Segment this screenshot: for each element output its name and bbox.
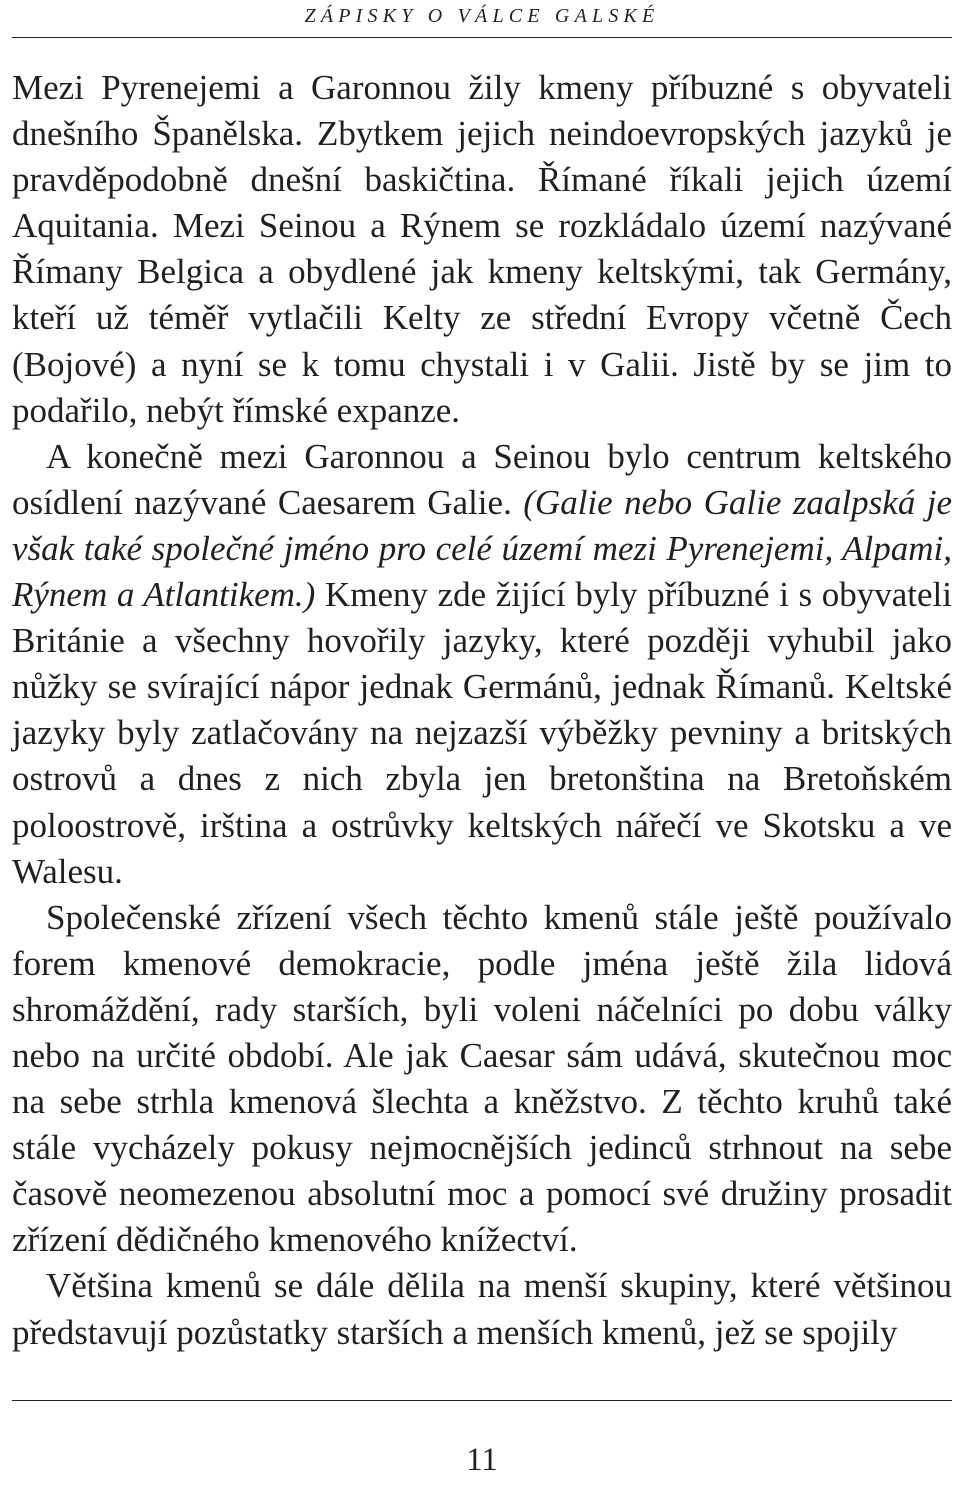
paragraph-4-text: Většina kmenů se dále dělila na menší skupiny, které většinou představují pozůstatky starších a menších kmenů, jež se spojily xyxy=(12,1266,952,1352)
paragraph-2-italic-aside: (Galie nebo Galie zaalpská je však také společné jméno pro celé území mezi Pyrenejemi, Alpami, Rýnem a Atlantikem.) xyxy=(12,482,953,615)
paragraph-3 xyxy=(12,895,952,1264)
footer-rule xyxy=(12,1400,952,1401)
paragraph-2-text-start: A konečně mezi Garonnou a Seinou bylo centrum keltského osídlení nazývané Caesarem Galie. xyxy=(12,436,952,522)
paragraph-2 xyxy=(12,434,952,895)
book-page xyxy=(12,0,952,1486)
paragraph-4 xyxy=(12,1263,952,1355)
paragraph-1 xyxy=(12,65,952,434)
paragraph-2-text-end: Kmeny zde žijící byly příbuzné i s obyvateli Británie a všechny hovořily jazyky, které později vyhubil jako nůžky se svírající nápor jednak Germánů, jednak Římanů. Keltské jazyky byly zatlačovány na nejzazší výběžky pevniny a britských ostrovů a dnes z nich zbyla jen bretonština na Bretoňském poloostrově, irština a ostrůvky keltských nářečí ve Skotsku a ve Walesu. xyxy=(12,575,952,891)
paragraph-1-text: Mezi Pyrenejemi a Garonnou žily kmeny příbuzné s obyvateli dnešního Španělska. Zbytkem jejich neindoevropských jazyků je pravděpodobně dnešní baskičtina. Římané říkali jejich území Aquitania. Mezi Seinou a Rýnem se rozkládalo území nazývané Římany Belgica a obydlené jak kmeny keltskými, tak Germány, kteří už téměř vytlačili Kelty ze střední Evropy včetně Čech (Bojové) a nyní se k tomu chystali i v Galii. Jistě by se jim to podařilo, nebýt římské expanze. xyxy=(12,68,952,430)
paragraph-3-text: Společenské zřízení všech těchto kmenů stále ještě používalo forem kmenové demokracie, podle jména ještě žila lidová shromáždění, rady starších, byli voleni náčelníci po dobu války nebo na určité období. Ale jak Caesar sám udává, skutečnou moc na sebe strhla kmenová šlechta a kněžstvo. Z těchto kruhů také stále vycházely pokusy nejmocnějších jedinců strhnout na sebe časově neomezenou absolutní moc a pomocí své družiny prosadit zřízení dědičného kmenového knížectví. xyxy=(12,897,952,1260)
page-number: 11 xyxy=(466,1442,498,1478)
body-text xyxy=(12,65,952,1356)
header-rule xyxy=(12,37,952,38)
running-head: ZÁPISKY O VÁLCE GALSKÉ xyxy=(304,5,660,27)
